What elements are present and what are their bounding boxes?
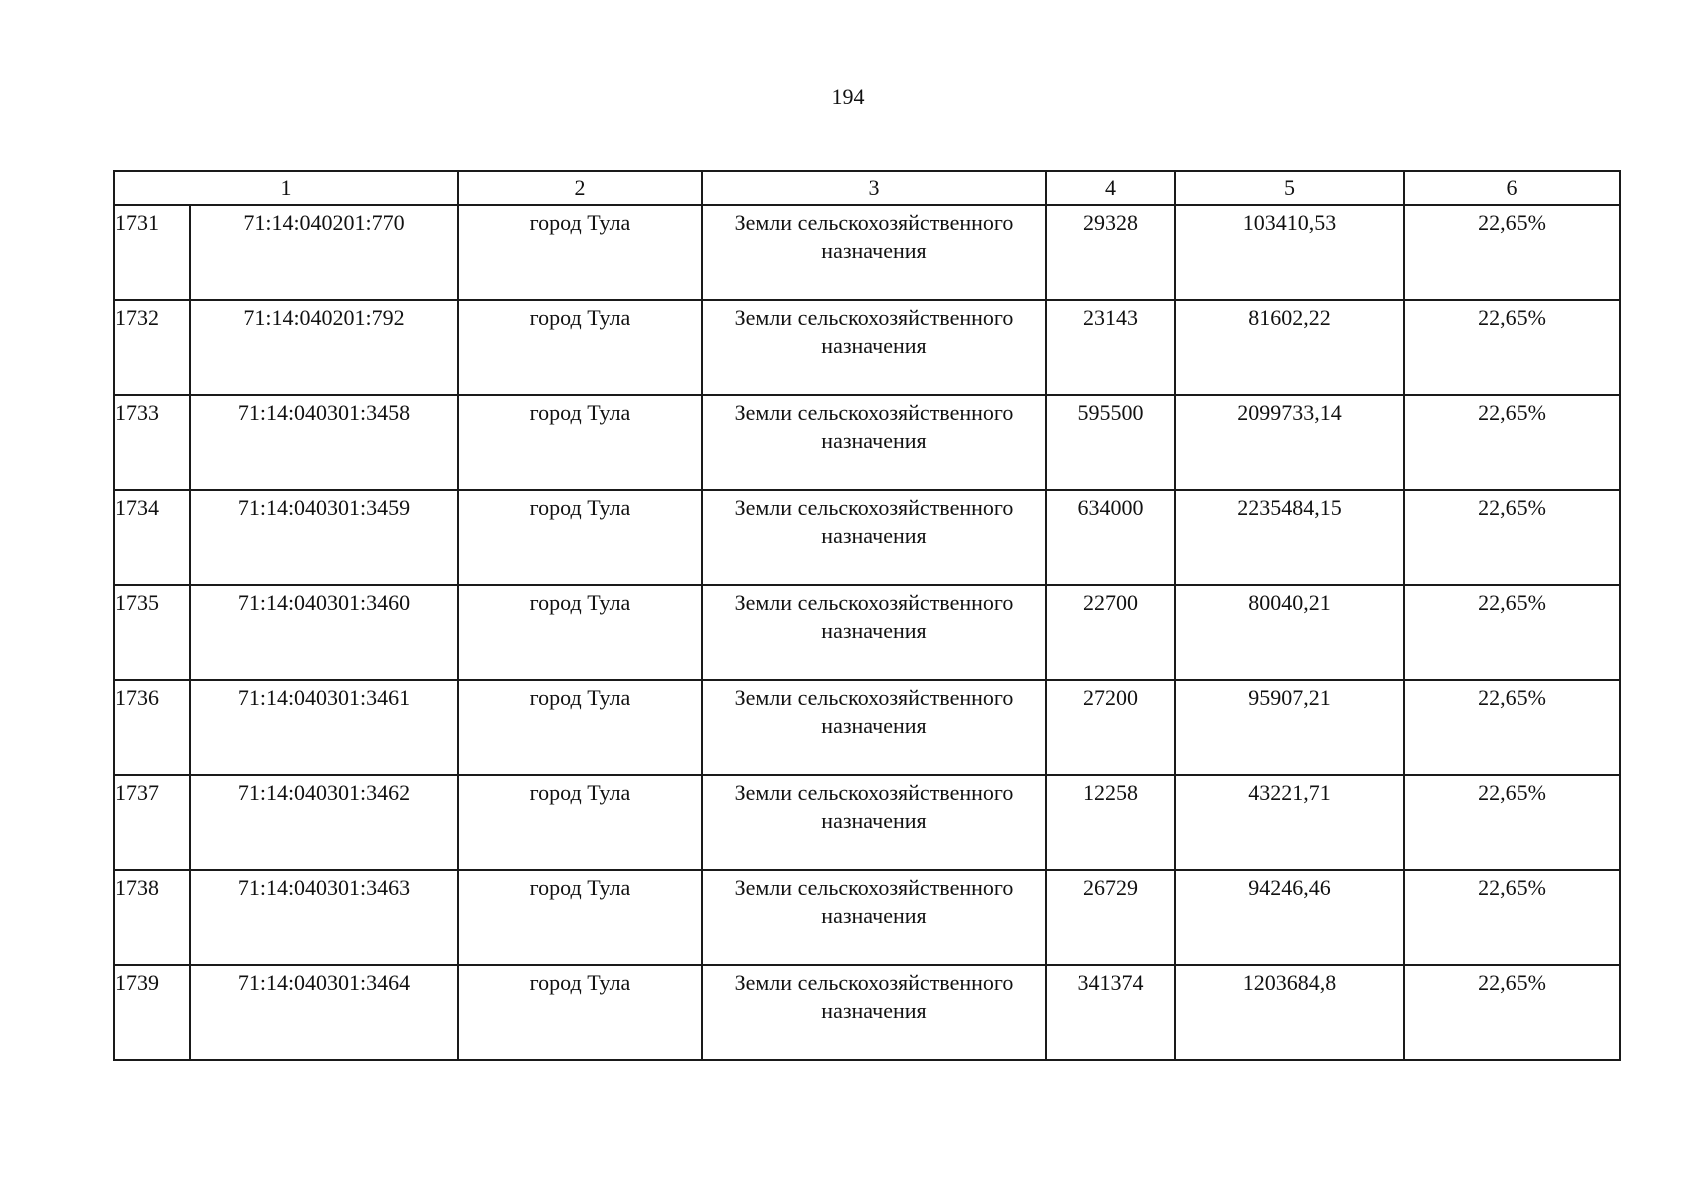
table-row: [114, 490, 1620, 585]
area-cell: 22700: [1046, 585, 1175, 680]
land-category-cell: Земли сельскохозяйственного назначения: [702, 490, 1046, 585]
rate-cell: 22,65%: [1404, 395, 1620, 490]
land-category-cell: Земли сельскохозяйственного назначения: [702, 585, 1046, 680]
row-number-cell: 1736: [114, 680, 190, 775]
value-cell: 43221,71: [1175, 775, 1404, 870]
location-cell: город Тула: [458, 490, 702, 585]
cadastral-number-cell: 71:14:040301:3458: [190, 395, 458, 490]
row-number-cell: 1737: [114, 775, 190, 870]
row-number-cell: 1739: [114, 965, 190, 1060]
row-number-cell: 1738: [114, 870, 190, 965]
cadastral-number-cell: 71:14:040301:3463: [190, 870, 458, 965]
land-category-cell: Земли сельскохозяйственного назначения: [702, 205, 1046, 300]
location-cell: город Тула: [458, 680, 702, 775]
rate-cell: 22,65%: [1404, 680, 1620, 775]
column-header-4: 4: [1046, 171, 1175, 205]
land-category-cell: Земли сельскохозяйственного назначения: [702, 300, 1046, 395]
value-cell: 1203684,8: [1175, 965, 1404, 1060]
column-header-6: 6: [1404, 171, 1620, 205]
land-category-cell: Земли сельскохозяйственного назначения: [702, 775, 1046, 870]
land-category-cell: Земли сельскохозяйственного назначения: [702, 680, 1046, 775]
value-cell: 95907,21: [1175, 680, 1404, 775]
column-header-3: 3: [702, 171, 1046, 205]
location-cell: город Тула: [458, 395, 702, 490]
cadastral-number-cell: 71:14:040301:3462: [190, 775, 458, 870]
land-category-cell: Земли сельскохозяйственного назначения: [702, 965, 1046, 1060]
area-cell: 26729: [1046, 870, 1175, 965]
cadastral-number-cell: 71:14:040201:792: [190, 300, 458, 395]
value-cell: 103410,53: [1175, 205, 1404, 300]
location-cell: город Тула: [458, 300, 702, 395]
header-row: [114, 171, 1620, 205]
land-plots-table: [113, 170, 1621, 1061]
land-category-cell: Земли сельскохозяйственного назначения: [702, 870, 1046, 965]
page-number: 194: [831, 84, 865, 109]
table-row: [114, 395, 1620, 490]
row-number-cell: 1734: [114, 490, 190, 585]
location-cell: город Тула: [458, 870, 702, 965]
cadastral-number-cell: 71:14:040201:770: [190, 205, 458, 300]
row-number-cell: 1732: [114, 300, 190, 395]
column-header-2: 2: [458, 171, 702, 205]
column-header-5: 5: [1175, 171, 1404, 205]
cadastral-number-cell: 71:14:040301:3459: [190, 490, 458, 585]
table-row: [114, 585, 1620, 680]
area-cell: 634000: [1046, 490, 1175, 585]
table-row: [114, 870, 1620, 965]
area-cell: 341374: [1046, 965, 1175, 1060]
value-cell: 2235484,15: [1175, 490, 1404, 585]
area-cell: 23143: [1046, 300, 1175, 395]
rate-cell: 22,65%: [1404, 775, 1620, 870]
location-cell: город Тула: [458, 775, 702, 870]
column-header-1: 1: [114, 171, 458, 205]
table-row: [114, 205, 1620, 300]
area-cell: 29328: [1046, 205, 1175, 300]
rate-cell: 22,65%: [1404, 870, 1620, 965]
rate-cell: 22,65%: [1404, 490, 1620, 585]
rate-cell: 22,65%: [1404, 585, 1620, 680]
area-cell: 595500: [1046, 395, 1175, 490]
value-cell: 2099733,14: [1175, 395, 1404, 490]
table-row: [114, 680, 1620, 775]
rate-cell: 22,65%: [1404, 965, 1620, 1060]
value-cell: 81602,22: [1175, 300, 1404, 395]
cadastral-number-cell: 71:14:040301:3460: [190, 585, 458, 680]
location-cell: город Тула: [458, 585, 702, 680]
rate-cell: 22,65%: [1404, 205, 1620, 300]
table-row: [114, 300, 1620, 395]
location-cell: город Тула: [458, 965, 702, 1060]
location-cell: город Тула: [458, 205, 702, 300]
land-category-cell: Земли сельскохозяйственного назначения: [702, 395, 1046, 490]
row-number-cell: 1731: [114, 205, 190, 300]
rate-cell: 22,65%: [1404, 300, 1620, 395]
area-cell: 27200: [1046, 680, 1175, 775]
row-number-cell: 1733: [114, 395, 190, 490]
row-number-cell: 1735: [114, 585, 190, 680]
value-cell: 80040,21: [1175, 585, 1404, 680]
table-row: [114, 965, 1620, 1060]
table-row: [114, 775, 1620, 870]
area-cell: 12258: [1046, 775, 1175, 870]
cadastral-number-cell: 71:14:040301:3461: [190, 680, 458, 775]
value-cell: 94246,46: [1175, 870, 1404, 965]
cadastral-number-cell: 71:14:040301:3464: [190, 965, 458, 1060]
